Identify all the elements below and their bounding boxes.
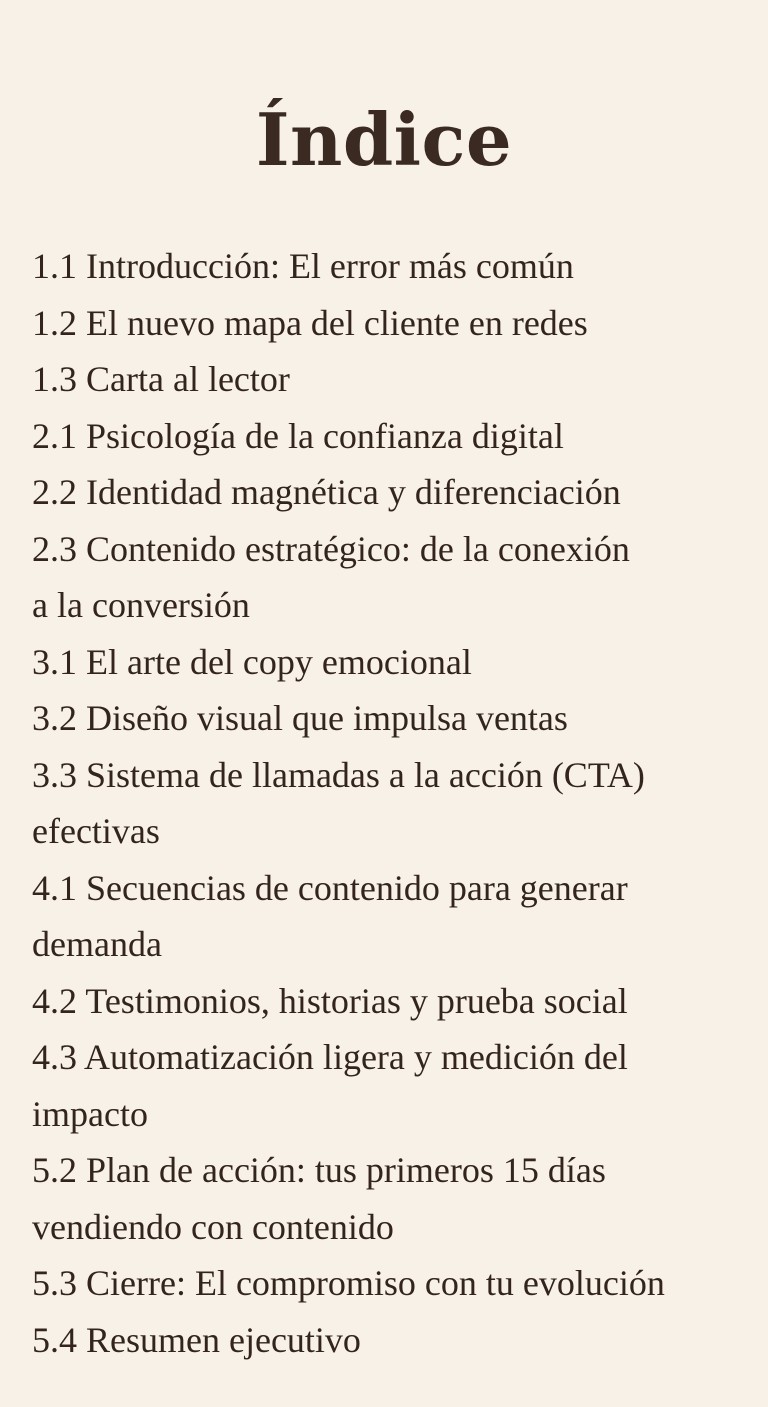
toc-entry: 2.2 Identidad magnética y diferenciación bbox=[32, 472, 621, 512]
toc-entry: 2.1 Psicología de la confianza digital bbox=[32, 415, 564, 456]
toc-entry-continuation: demanda bbox=[32, 924, 162, 964]
table-of-contents bbox=[32, 238, 768, 1368]
toc-entry: 4.3 Automatización ligera y medición del bbox=[32, 1037, 628, 1077]
toc-entry: 1.3 Carta al lector bbox=[32, 359, 290, 399]
toc-entry: 1.1 Introducción: El error más común bbox=[32, 246, 574, 286]
toc-entry-continuation: a la conversión bbox=[32, 585, 250, 625]
toc-entry: 5.2 Plan de acción: tus primeros 15 días bbox=[32, 1150, 606, 1190]
page-title: Índice bbox=[255, 97, 513, 182]
toc-entry: 4.1 Secuencias de contenido para generar bbox=[32, 867, 628, 908]
toc-entry: 5.3 Cierre: El compromiso con tu evolución bbox=[32, 1263, 665, 1303]
toc-entry: 4.2 Testimonios, historias y prueba social bbox=[32, 980, 628, 1021]
toc-entry: 5.4 Resumen ejecutivo bbox=[32, 1319, 361, 1360]
toc-entry-continuation: efectivas bbox=[32, 811, 160, 851]
toc-entry-continuation: vendiendo con contenido bbox=[32, 1206, 394, 1247]
toc-entry-continuation: impacto bbox=[32, 1093, 148, 1134]
toc-entry: 3.3 Sistema de llamadas a la acción (CTA) bbox=[32, 754, 645, 795]
toc-entry: 1.2 El nuevo mapa del cliente en redes bbox=[32, 302, 588, 343]
toc-entry: 2.3 Contenido estratégico: de la conexión bbox=[32, 528, 630, 569]
toc-entry: 3.1 El arte del copy emocional bbox=[32, 641, 472, 682]
toc-entry: 3.2 Diseño visual que impulsa ventas bbox=[32, 698, 568, 738]
